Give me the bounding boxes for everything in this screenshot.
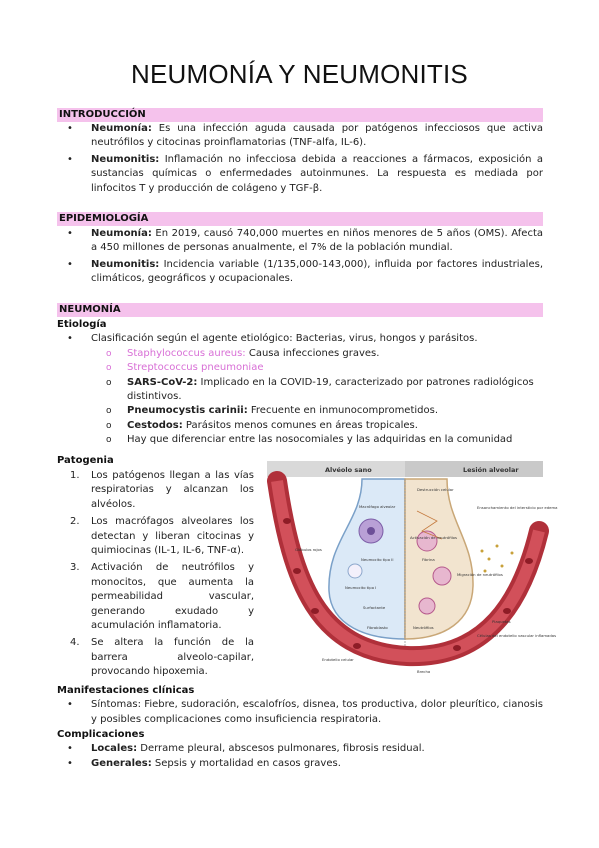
term-label: Pneumocystis carinii: <box>127 405 248 417</box>
item-text: Causa infecciones graves. <box>245 347 380 359</box>
list-item <box>57 757 543 771</box>
term-label: Generales: <box>91 757 152 769</box>
etiologia-block <box>57 318 543 448</box>
label-destruccion: Destrucción celular <box>417 487 454 492</box>
sub-list-item <box>57 419 543 433</box>
item-text: Los macrófagos alveolares los detectan y liberan citocinas y quimiocinas (IL-1, IL-6, TNF-α). <box>91 516 254 557</box>
subheading-manifestaciones: Manifestaciones clínicas <box>57 685 195 696</box>
sub-list-item <box>57 376 543 405</box>
label-migracion: Migración de neutrófilos <box>457 572 503 577</box>
item-text: En 2019, causó 740,000 muertes en niños menores de 5 años (OMS). Afecta a 450 millones de personas anualmente, el 7% de la población mundial. <box>91 228 543 254</box>
neutrophil-cell <box>417 531 437 551</box>
list-item <box>57 258 543 287</box>
term-label: Locales: <box>91 743 138 755</box>
label-ensanchamiento: Ensanchamiento del intersticio por edema <box>477 505 558 510</box>
term-label: Streptococcus pneumoniae <box>127 362 264 374</box>
sub-list-item <box>57 404 543 418</box>
item-text: Activación de neutrófilos y monocitos, que aumenta la permeabilidad vascular, generando exudado y acumulación inflamatoria. <box>91 562 254 632</box>
label-globulos: Glóbulos rojos <box>295 547 322 552</box>
epi-list <box>57 227 543 287</box>
term-label: SARS-CoV-2: <box>127 376 198 388</box>
label-neumocito-2: Neumocito tipo II <box>361 557 394 562</box>
item-number: 2. <box>70 516 80 528</box>
item-text: Sepsis y mortalidad en casos graves. <box>151 757 341 769</box>
page-title: NEUMONÍA Y NEUMONITIS <box>131 59 468 89</box>
intro-list <box>57 122 543 196</box>
patogenia-list <box>57 469 254 680</box>
list-item <box>57 742 543 756</box>
label-endotelio: Endotelio celular <box>322 657 354 662</box>
label-fibrina: Fibrina <box>422 557 435 562</box>
term-label: Neumonía: <box>91 123 152 134</box>
figure-left-title: Alvéolo sano <box>325 466 372 474</box>
manifestaciones-block <box>57 684 543 727</box>
term-label: Cestodos: <box>127 419 183 431</box>
neutrophil-cell <box>433 567 451 585</box>
item-number: 1. <box>70 470 80 481</box>
neutrophil-cell <box>419 598 435 614</box>
list-item <box>57 469 254 512</box>
label-activacion: Activación de neutrófilos <box>410 535 457 540</box>
sub-list-item: o Hay que diferenciar entre las nosocomiales y las adquiridas en la comunidad <box>57 433 543 447</box>
label-brecha: Brecha <box>417 669 431 674</box>
label-celulas: Células del endotelio vascular inflamadas <box>477 633 557 638</box>
section-heading-neumonia: NEUMONÍA <box>57 303 543 317</box>
label-neumocito-1: Neumocito tipo I <box>345 585 377 590</box>
list-item: • Síntomas: Fiebre, sudoración, escalofríos, disnea, tos productiva, dolor pleurítico, cianosis y posibles complicaciones como insuficiencia respiratoria. <box>57 698 543 727</box>
section-heading-epidemiologia: EPIDEMIOLOGÍA <box>57 212 543 226</box>
subheading-complicaciones: Complicaciones <box>57 729 145 740</box>
item-number: 4. <box>70 637 80 649</box>
sub-list-item <box>57 347 543 361</box>
alveolus-illustration <box>267 461 558 683</box>
item-text: Incidencia variable (1/135,000-143,000), influida por factores industriales, climáticos, geográficos y ocupacionales. <box>91 258 543 285</box>
list-item <box>57 561 254 633</box>
label-fibroblasto: Fibroblasto <box>367 625 388 630</box>
item-text: Inflamación no infecciosa debida a reacciones a fármacos, exposición a sustancias químicas o enfermedades autoinmunes. La respuesta es mediada por linfocitos T y producción de colágeno y TGF-β. <box>91 153 543 194</box>
figure-right-title: Lesión alveolar <box>463 466 519 474</box>
term-label: Neumonitis: <box>91 258 160 270</box>
subheading-etiologia: Etiología <box>57 319 107 330</box>
macrophage-nucleus <box>367 527 375 535</box>
subheading-patogenia: Patogenia <box>57 455 114 466</box>
item-text: Es una infección aguda causada por patógenos infecciosos que activa neutrófilos y citocinas proinflamatorias (TNF-alfa, IL-6). <box>91 123 543 149</box>
item-text: Derrame pleural, abscesos pulmonares, fibrosis residual. <box>137 743 425 755</box>
item-text: Se altera la función de la barrera alveolo-capilar, provocando hipoxemia. <box>91 637 254 678</box>
section-heading-introduccion: INTRODUCCIÓN <box>57 108 543 122</box>
term-label: Staphylococcus aureus: <box>127 347 246 359</box>
list-item <box>57 636 254 679</box>
list-item: • Clasificación según el agente etiológico: Bacterias, virus, hongos y parásitos. <box>57 332 543 346</box>
pneumocyte-2 <box>348 564 362 578</box>
item-number: 3. <box>70 562 80 574</box>
label-plaquetas: Plaquetas <box>492 619 511 624</box>
label-neutrofilos: Neutrófilos <box>413 625 434 630</box>
item-text: Implicado en la COVID-19, caracterizado por patrones radiológicos distintivos. <box>127 376 534 403</box>
item-text: Frecuente en inmunocomprometidos. <box>247 405 439 417</box>
list-item <box>57 227 543 256</box>
label-surfactante: Surfactante <box>363 605 386 610</box>
label-macrofago: Macrófago alveolar <box>359 504 396 509</box>
item-text: Parásitos menos comunes en áreas tropicales. <box>182 419 418 431</box>
list-item <box>57 515 254 558</box>
list-item <box>57 122 543 151</box>
item-text: Los patógenos llegan a las vías respiratorias y alcanzan los alvéolos. <box>91 470 254 510</box>
term-label: Neumonitis: <box>91 153 160 165</box>
list-item <box>57 153 543 196</box>
term-label: Neumonía: <box>91 228 152 239</box>
complicaciones-block <box>57 728 543 771</box>
sub-list-item <box>57 361 543 375</box>
